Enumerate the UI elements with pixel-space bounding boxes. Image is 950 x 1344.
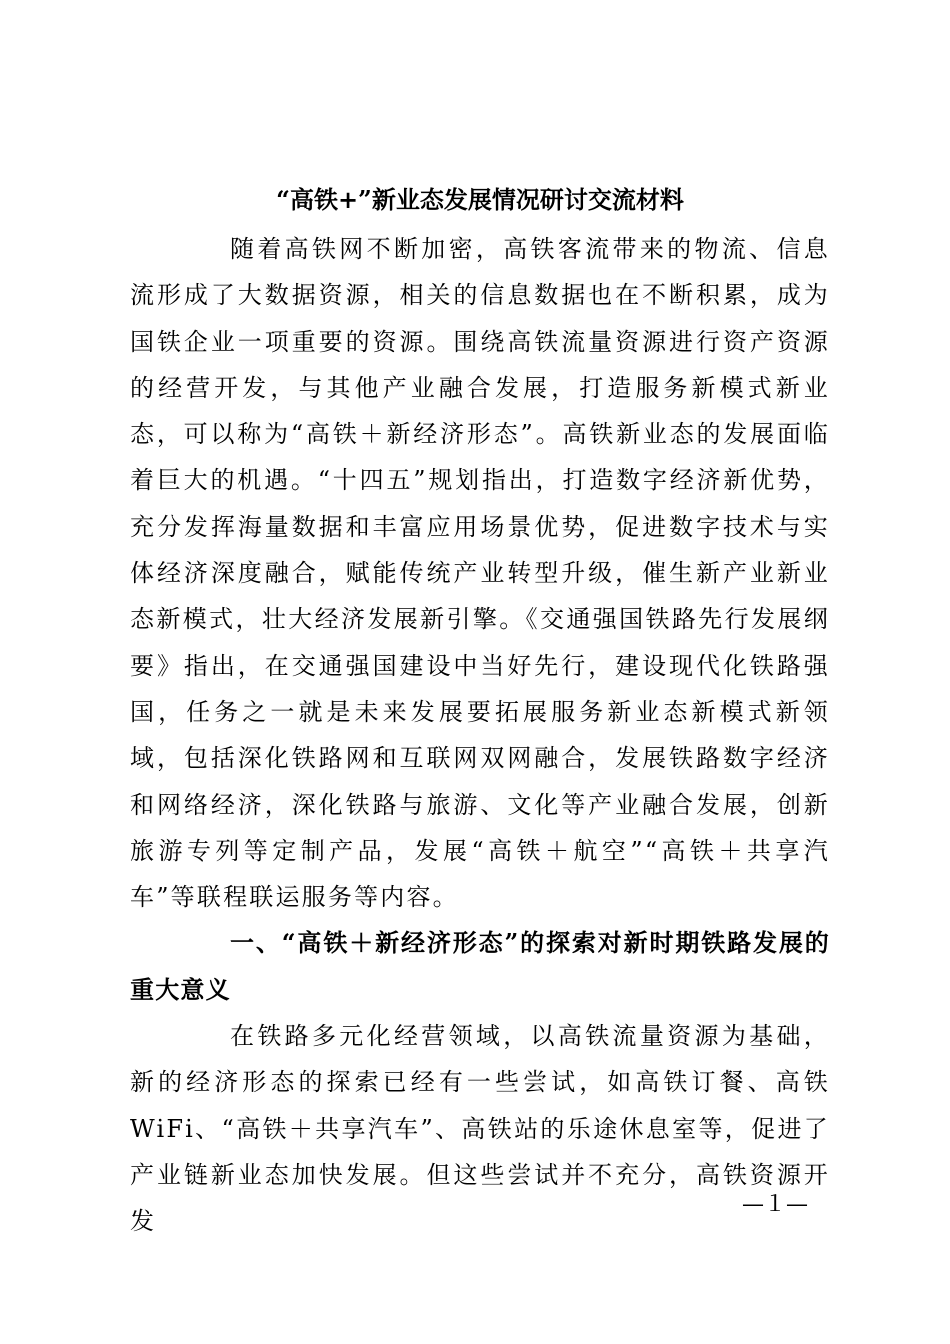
body-paragraph-section-1: 在铁路多元化经营领域，以高铁流量资源为基础，新的经济形态的探索已经有一些尝试，如高铁订餐、高铁WiFi、“高铁＋共享汽车”、高铁站的乐途休息室等，促进了产业链新业态加快发展。但这些尝试并不充分，高铁资源开发 — [130, 1022, 830, 1236]
document-body — [130, 226, 830, 1245]
document-title: “高铁+”新业态发展情况研讨交流材料 — [276, 185, 684, 214]
page-number: —１— — [741, 1192, 808, 1217]
section-heading-1: 一、“高铁＋新经济形态”的探索对新时期铁路发展的重大意义 — [130, 928, 830, 1004]
body-paragraph-intro: 随着高铁网不断加密，高铁客流带来的物流、信息流形成了大数据资源，相关的信息数据也在不断积累，成为国铁企业一项重要的资源。围绕高铁流量资源进行资产资源的经营开发，与其他产业融合发展，打造服务新模式新业态，可以称为“高铁＋新经济形态”。高铁新业态的发展面临着巨大的机遇。“十四五”规划指出，打造数字经济新优势，充分发挥海量数据和丰富应用场景优势，促进数字技术与实体经济深度融合，赋能传统产业转型升级，催生新产业新业态新模式，壮大经济发展新引擎。《交通强国铁路先行发展纲要》指出，在交通强国建设中当好先行，建设现代化铁路强国，任务之一就是未来发展要拓展服务新业态新模式新领域，包括深化铁路网和互联网双网融合，发展铁路数字经济和网络经济，深化铁路与旅游、文化等产业融合发展，创新旅游专列等定制产品，发展“高铁＋航空”“高铁＋共享汽车”等联程联运服务等内容。 — [130, 235, 830, 912]
